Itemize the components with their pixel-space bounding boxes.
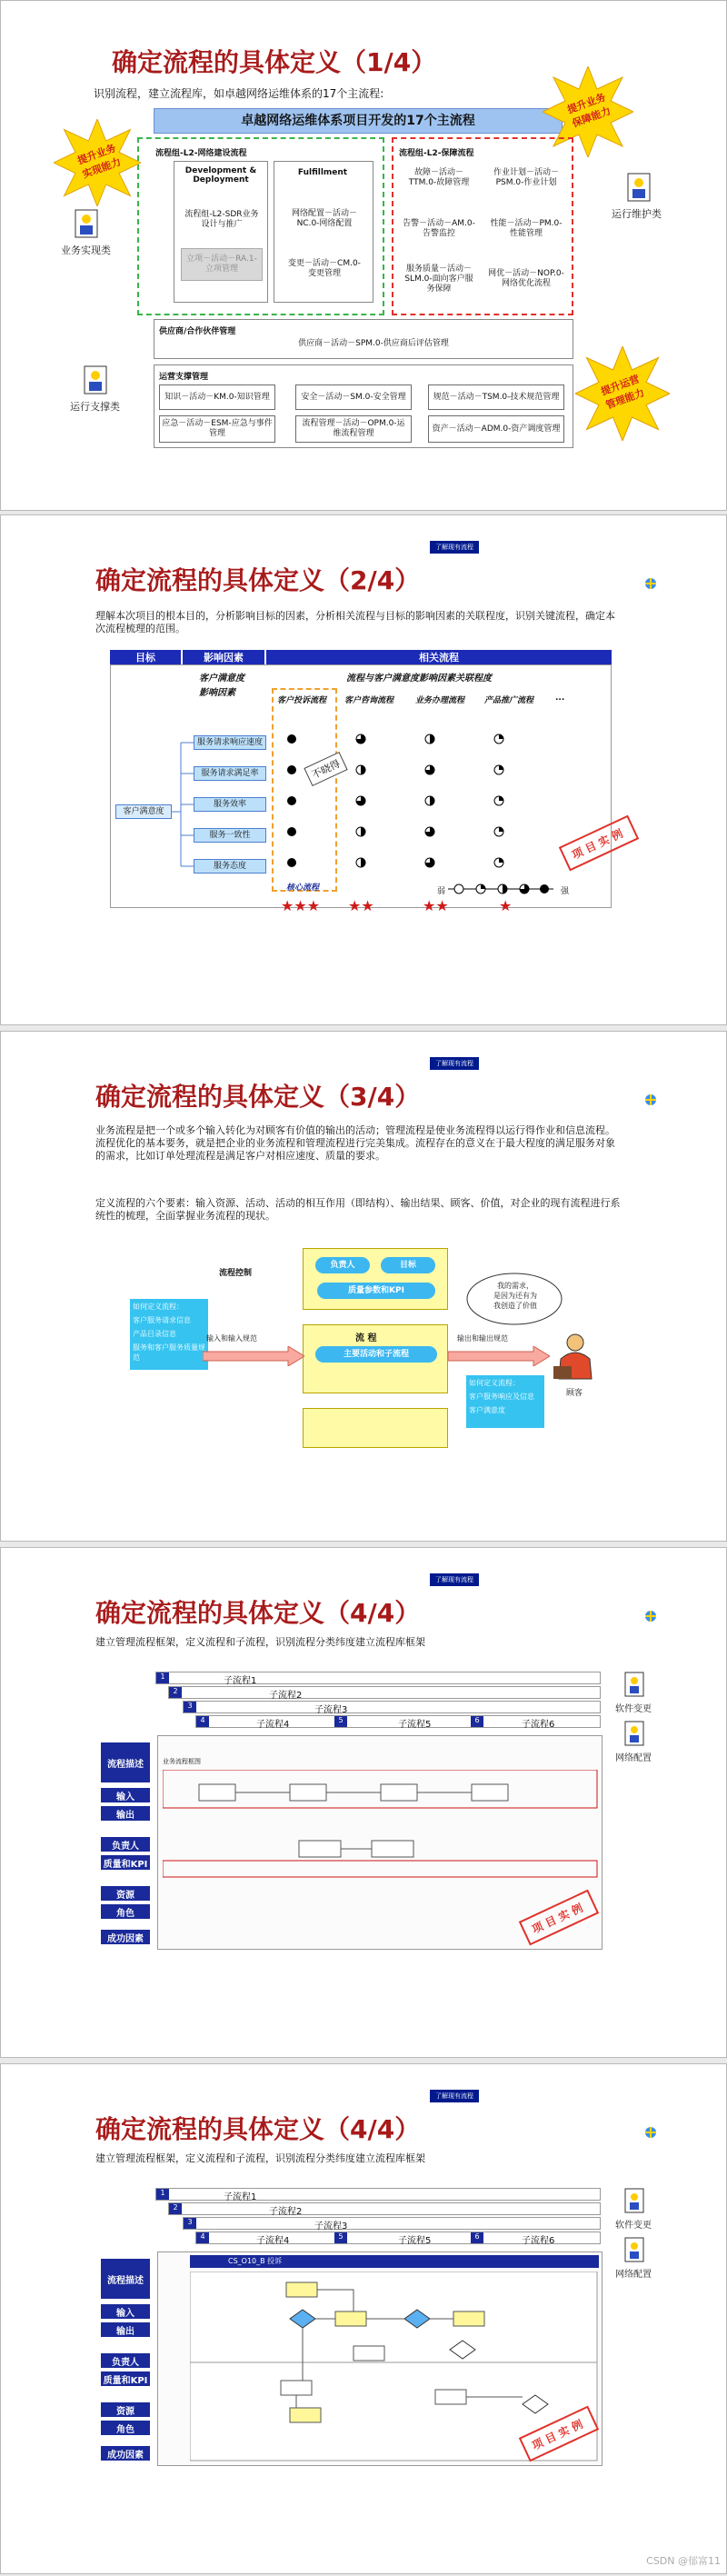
process-box: 安全－活动－SM.0-安全管理	[295, 384, 412, 410]
subprocess-row: 1 子流程1	[155, 2188, 601, 2201]
note-line: 如何定义流程：	[133, 1303, 184, 1311]
goal-box: 客户满意度	[115, 804, 172, 819]
slide-paragraph: 建立管理流程框架，定义流程和子流程，识别流程分类纬度建立流程库框架	[95, 1636, 425, 1648]
starburst-bottom-label: 提升运营 管理能力	[599, 373, 646, 412]
ops-title: 运营支撑管理	[159, 373, 209, 382]
person-icon	[74, 208, 99, 239]
process-label: 流 程	[355, 1333, 377, 1343]
sidebar-item: 输出	[101, 1806, 150, 1821]
sidebar-item: 成功因素	[101, 1930, 150, 1944]
factor-box: 服务效率	[194, 797, 266, 812]
software-change-icon	[624, 2188, 644, 2213]
project-stamp: 项目实例	[519, 1890, 599, 1946]
process-col: 产品推广流程	[484, 696, 534, 705]
subprocess-row: 2 子流程2	[168, 1686, 601, 1699]
slide-5	[0, 2063, 727, 2574]
not-started-label: 不晓得	[304, 752, 347, 786]
slide-paragraph: 定义流程的六个要素：输入资源、活动、活动的相互作用（即结构）、输出结果、顾客、价值，对企业的现有流程进行系统性的梳理，全面掌握业务流程的现状。	[95, 1197, 621, 1222]
process-box: 服务质量－活动－SLM.0-面向客户服务保障	[399, 263, 479, 295]
globe-icon	[644, 1610, 657, 1622]
sidebar-item: 资源	[101, 2402, 150, 2417]
slide-title: 确定流程的具体定义（1/4）	[112, 47, 437, 77]
process-col: 客户咨询流程	[344, 696, 394, 705]
subprocess-label: 子流程6	[522, 2236, 555, 2246]
process-box: 性能－活动－PM.0-性能管理	[486, 215, 566, 243]
flow-title: 业务流程框图	[163, 1758, 201, 1765]
project-stamp: 项目实例	[559, 815, 639, 872]
right-icon-label: 网络配置	[615, 1753, 652, 1763]
sidebar-item: 质量和KPI	[101, 1855, 150, 1870]
sidebar-item: 输出	[101, 2322, 150, 2337]
process-box: 流程组-L2-SDR业务设计与推广	[181, 206, 263, 234]
subprocess-label: 子流程5	[398, 1720, 432, 1730]
slide-2	[0, 514, 727, 1025]
slide-tag: 了解现有流程	[430, 1573, 479, 1586]
owner-pill: 负责人	[315, 1257, 370, 1273]
process-col: 业务办理流程	[415, 696, 465, 705]
resource-box	[303, 1408, 448, 1448]
globe-icon	[644, 2126, 657, 2139]
sidebar-item: 资源	[101, 1886, 150, 1901]
watermark: CSDN @郁富11	[646, 2555, 721, 2567]
process-box: 网优－活动－NOP.0-网络优化流程	[486, 263, 566, 295]
input-arrow-icon	[203, 1346, 304, 1366]
factor-box: 服务请求响应速度	[194, 735, 266, 750]
process-subtitle: 流程与客户满意度影响因素关联程度	[346, 674, 492, 684]
slide-tag: 了解现有流程	[430, 541, 479, 554]
globe-icon	[644, 577, 657, 590]
thought-text: 我的需求， 是因为还有为 我创造了价值	[493, 1282, 537, 1310]
sidebar-item: 流程描述	[101, 1742, 150, 1782]
sidebar-item: 角色	[101, 1904, 150, 1919]
process-box: 告警－活动－AM.0-告警监控	[399, 215, 479, 243]
control-label: 流程控制	[219, 1269, 253, 1278]
star-rating: ★★	[348, 897, 374, 914]
slide-tag: 了解现有流程	[430, 1057, 479, 1070]
output-notes	[466, 1375, 544, 1428]
process-box: 资产－活动－ADM.0-资产调度管理	[428, 415, 564, 443]
star-rating: ★★★	[281, 897, 321, 914]
slide-tag: 了解现有流程	[430, 2090, 479, 2102]
process-box: 供应商－活动－SPM.0-供应商后评估管理	[283, 334, 464, 354]
subprocess-label: 子流程2	[269, 1691, 303, 1701]
side-label-business: 业务实现类	[61, 245, 111, 256]
sidebar-item: 角色	[101, 2421, 150, 2435]
right-group-title: 流程组-L2-保障流程	[399, 149, 474, 158]
slide-title: 确定流程的具体定义（4/4）	[95, 2114, 421, 2144]
factor-box: 服务一致性	[194, 828, 266, 843]
sidebar-item: 负责人	[101, 2353, 150, 2368]
sidebar-item: 成功因素	[101, 2446, 150, 2461]
header-code: CS_O10_B 投诉	[228, 2257, 283, 2265]
slide-paragraph: 建立管理流程框架，定义流程和子流程，识别流程分类纬度建立流程库框架	[95, 2152, 425, 2164]
factor-subtitle: 客户满意度 影响因素	[199, 674, 244, 698]
subprocess-row: 3 子流程3	[183, 2217, 601, 2230]
subprocess-row: 1 子流程1	[155, 1672, 601, 1684]
slide-subtitle: 识别流程，建立流程库，如卓越网络运维体系的17个主流程:	[94, 87, 384, 100]
col-process: 相关流程	[266, 650, 612, 664]
note-line: 产品目录信息	[133, 1330, 176, 1338]
core-label: 核心流程	[286, 884, 320, 893]
input-label: 输入和输入规范	[206, 1334, 257, 1343]
right-icon-label: 软件变更	[615, 1704, 652, 1714]
subprocess-row: 4 子流程4 5 子流程5 6 子流程6	[195, 2232, 601, 2244]
slide-3	[0, 1031, 727, 1542]
target-pill: 目标	[381, 1257, 435, 1273]
process-box: 故障－活动－TTM.0-故障管理	[399, 165, 479, 192]
process-col: 客户投诉流程	[277, 696, 327, 705]
person-icon	[83, 364, 108, 395]
note-line: 客户满意度	[469, 1406, 505, 1414]
process-box: 流程管理－活动－OPM.0-运维流程管理	[295, 415, 412, 443]
sidebar-item: 负责人	[101, 1837, 150, 1852]
subprocess-row: 3 子流程3	[183, 1701, 601, 1713]
col-factor: 影响因素	[183, 650, 264, 664]
slide-paragraph: 理解本次项目的根本目的，分析影响目标的因素，分析相关流程与目标的影响因素的关联程度，识别关键流程，确定本次流程梳理的范围。	[95, 610, 615, 634]
flow-diagram	[163, 1770, 599, 1879]
legend-high: 强	[561, 887, 570, 896]
harvey-ball-matrix	[274, 724, 546, 879]
sidebar-item: 流程描述	[101, 2259, 150, 2299]
note-line: 客户服务响应及信息	[469, 1393, 534, 1401]
network-config-icon	[624, 1721, 644, 1746]
process-box: 应急－活动－ESM-应急与事件管理	[159, 415, 275, 443]
slide-paragraph: 业务流程是把一个或多个输入转化为对顾客有价值的输出的活动；管理流程是使业务流程得以运行得作业和信息流程。流程优化的基本要务，就是把企业的业务流程和管理流程进行完美集成。流程存在的意义在于最大程度的满足服务对象的需求，比如订单处理流程是满足客户对相应速度、质量的要求。	[95, 1124, 615, 1162]
note-line: 如何定义流程：	[469, 1379, 520, 1387]
slide-title: 确定流程的具体定义（3/4）	[95, 1082, 421, 1112]
process-box: 网络配置－活动－NC.0-网络配置	[284, 203, 364, 235]
slide-title: 确定流程的具体定义（4/4）	[95, 1598, 421, 1628]
factor-connector	[172, 734, 195, 879]
left-group-title: 流程组-L2-网络建设流程	[155, 149, 247, 158]
process-box: 知识－活动－KM.0-知识管理	[159, 384, 275, 410]
subprocess-label: 子流程3	[314, 2222, 348, 2232]
customer-icon	[550, 1332, 599, 1383]
supplier-title: 供应商/合作伙伴管理	[159, 327, 236, 336]
col-goal: 目标	[110, 650, 181, 664]
process-box: 规范－活动－TSM.0-技术规范管理	[428, 384, 564, 410]
slide-title: 确定流程的具体定义（2/4）	[95, 565, 421, 595]
subprocess-label: 子流程2	[269, 2207, 303, 2217]
banner: 卓越网络运维体系项目开发的17个主流程	[154, 108, 563, 134]
slide-4	[0, 1547, 727, 2058]
side-label-ops-support: 运行支撑类	[70, 401, 120, 413]
subprocess-label: 子流程4	[256, 2236, 290, 2246]
output-label: 输出和输出规范	[457, 1334, 508, 1343]
kpi-pill: 质量参数和KPI	[317, 1283, 435, 1299]
factor-box: 服务请求满足率	[194, 766, 266, 781]
sidebar-item: 质量和KPI	[101, 2371, 150, 2386]
project-stamp: 项目实例	[519, 2406, 599, 2462]
software-change-icon	[624, 1672, 644, 1697]
subprocess-label: 子流程1	[224, 1676, 257, 1686]
subprocess-label: 子流程5	[398, 2236, 432, 2246]
process-box: 作业计划－活动－PSM.0-作业计划	[486, 165, 566, 192]
factor-box: 服务态度	[194, 859, 266, 874]
person-icon	[626, 172, 652, 203]
subprocess-label: 子流程4	[256, 1720, 290, 1730]
side-label-ops-maint: 运行维护类	[612, 208, 662, 220]
note-line: 客户服务请求信息	[133, 1316, 191, 1324]
subprocess-row: 4 子流程4 5 子流程5 6 子流程6	[195, 1715, 601, 1728]
process-box: 立项－活动－RA.1-立项管理	[181, 248, 263, 281]
star-rating: ★	[499, 897, 513, 914]
subprocess-label: 子流程3	[314, 1705, 348, 1715]
legend-scale	[448, 883, 557, 895]
star-rating: ★★	[423, 897, 449, 914]
process-box: 变更－活动－CM.0-变更管理	[284, 257, 364, 281]
right-icon-label: 网络配置	[615, 2270, 652, 2280]
starburst-right-label: 提升业务 保障能力	[565, 91, 612, 130]
input-notes	[130, 1299, 208, 1370]
slide-1	[0, 0, 727, 511]
process-col: ...	[555, 694, 565, 703]
output-arrow-icon	[448, 1346, 550, 1366]
legend-low: 弱	[437, 887, 446, 896]
sidebar-item: 输入	[101, 2304, 150, 2319]
dev-deploy-title: Development & Deployment	[184, 166, 257, 185]
subprocess-row: 2 子流程2	[168, 2202, 601, 2215]
sidebar-item: 输入	[101, 1788, 150, 1802]
network-config-icon	[624, 2237, 644, 2262]
note-line: 服务和客户服务质量规范	[133, 1343, 205, 1362]
starburst-left-label: 提升业务 实现能力	[75, 142, 123, 181]
subprocess-label: 子流程6	[522, 1720, 555, 1730]
subprocess-label: 子流程1	[224, 2192, 257, 2202]
main-activity-pill: 主要活动和子流程	[315, 1346, 437, 1363]
fulfillment-title: Fulfillment	[297, 168, 348, 177]
globe-icon	[644, 1093, 657, 1106]
right-icon-label: 软件变更	[615, 2221, 652, 2231]
customer-label: 顾客	[566, 1389, 583, 1398]
